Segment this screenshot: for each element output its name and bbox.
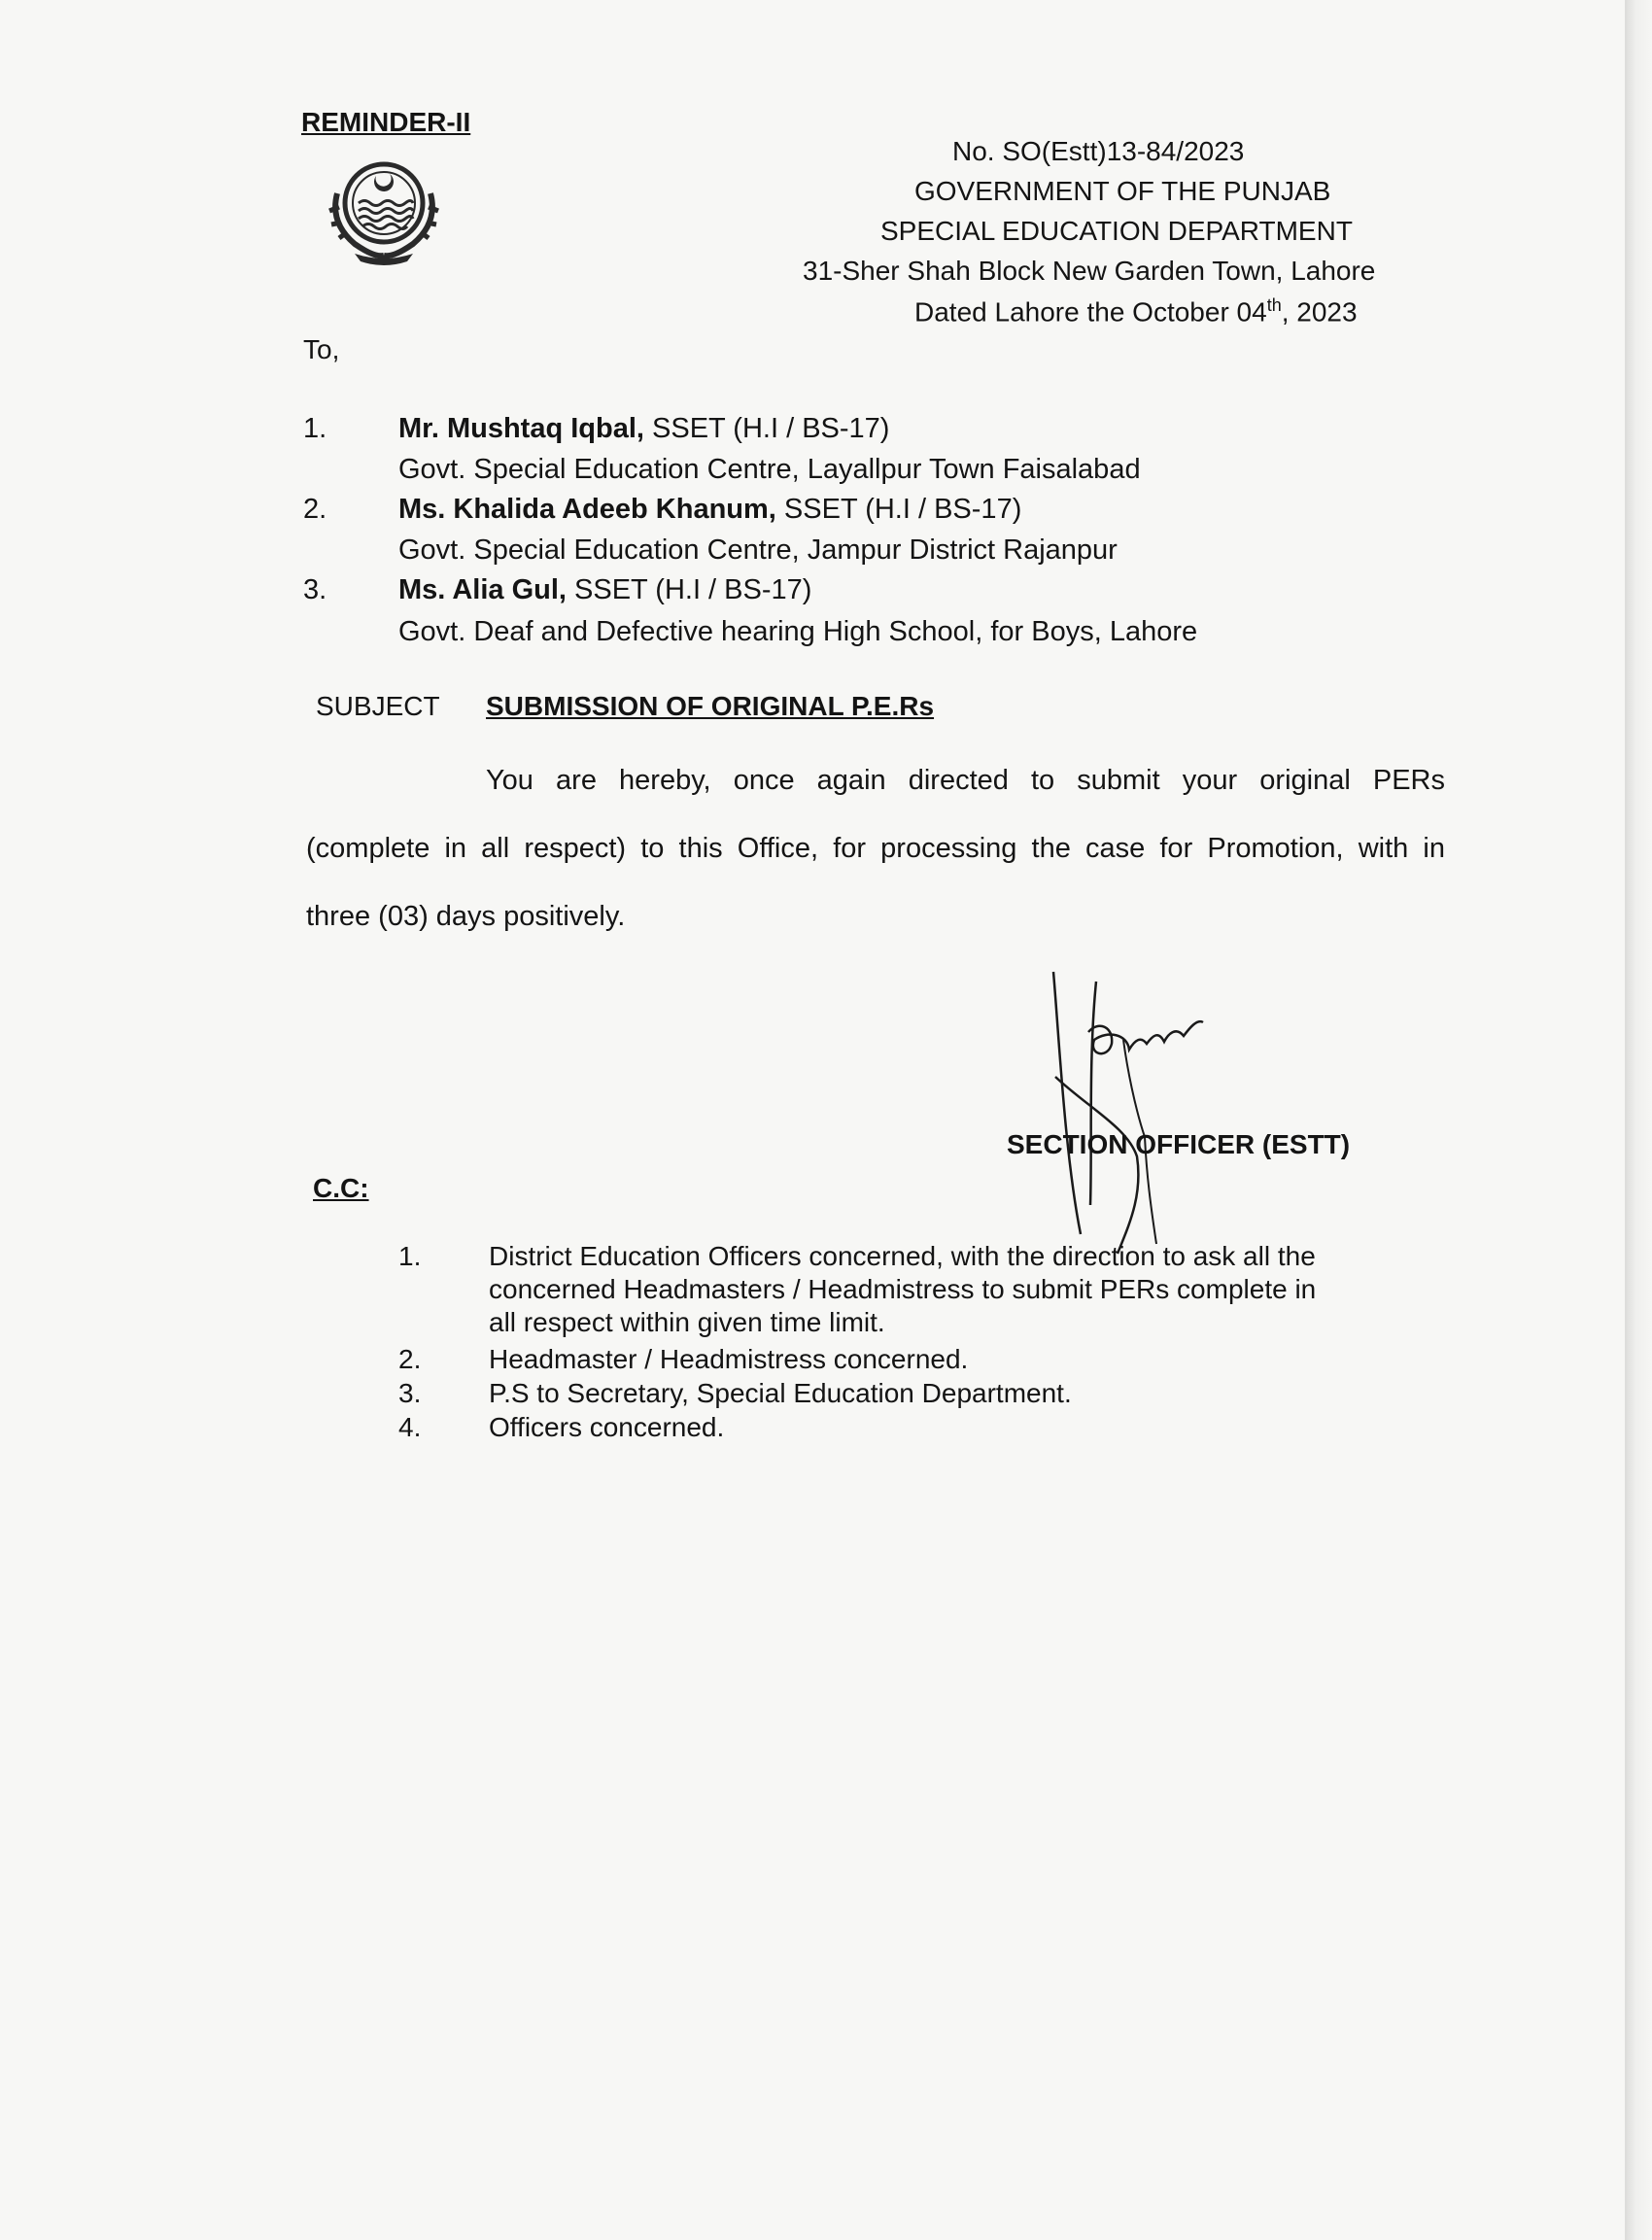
to-label: To, <box>303 334 340 364</box>
body-line-2: (complete in all respect) to this Office, for processing the case for Promotion, with in <box>306 833 1445 864</box>
department-address: 31-Sher Shah Block New Garden Town, Lahore <box>803 256 1376 286</box>
signature-icon <box>1020 962 1312 1263</box>
recipient-3: 3. Ms. Alia Gul, SSET (H.I / BS-17) <box>303 574 812 605</box>
reference-number: No. SO(Estt)13-84/2023 <box>952 136 1245 166</box>
government-name: GOVERNMENT OF THE PUNJAB <box>914 176 1331 206</box>
page-edge <box>1625 0 1652 2240</box>
body-line-3: three (03) days positively. <box>306 901 626 932</box>
punjab-emblem-icon <box>316 153 452 269</box>
signatory-title: SECTION OFFICER (ESTT) <box>1007 1129 1351 1159</box>
body-line-1: You are hereby, once again directed to submit your original PERs <box>486 765 1445 796</box>
letter-date: Dated Lahore the October 04th, 2023 <box>914 295 1358 327</box>
recipient-2: 2. Ms. Khalida Adeeb Khanum, SSET (H.I / BS-17) <box>303 494 1022 525</box>
subject-label: SUBJECT <box>316 691 440 721</box>
recipient-1-office: Govt. Special Education Centre, Layallpur Town Faisalabad <box>398 454 1141 485</box>
recipient-3-office: Govt. Deaf and Defective hearing High School, for Boys, Lahore <box>398 616 1198 647</box>
letter-page: REMINDER-II No. SO(Estt)13-84/2023 GOVERNMENT OF THE PUNJAB SPECIAL EDUCATION DEPARTMENT 31-Sher Shah Block New Garden Town, Lahore Dated Lahore the October 04th, 2023 To, 1. Mr. Mushtaq Iqbal, SSET (H.I / BS-17) Govt. Special Education Centre, Layallpur Town Faisalabad 2. Ms. Khalida Adeeb Khanum, SSET (H.I / BS-17) Govt. Special Education Centre, Jampur District Rajanpur 3. Ms. Alia Gul, SSET (H.I / BS-17) Govt. Deaf and Defective hearing High School, for Boys, Lahore SUBJECT SUBMISSION OF ORIGINAL P.E.Rs You are hereby, once again directed to submit your original PERs (complete in all respect) to this Office, for processing the case for Promotion, with in three (03) days positively. SECTION OFFICER (ESTT) C.C: 1. District Education Officers concerned, with the direction to ask all the concerned Headmasters / Headmistress to submit PERs complete in all respect within given time limit. 2. Headmaster / Headmistress concerned. 3. P.S to Secretary, Special Education Department. 4. Officers concerned. <box>0 0 1627 2240</box>
subject-text: SUBMISSION OF ORIGINAL P.E.Rs <box>486 691 935 721</box>
reminder-label: REMINDER-II <box>301 107 471 137</box>
recipient-2-office: Govt. Special Education Centre, Jampur District Rajanpur <box>398 534 1118 566</box>
body-paragraph <box>306 746 1445 950</box>
recipient-1: 1. Mr. Mushtaq Iqbal, SSET (H.I / BS-17) <box>303 413 890 444</box>
cc-label: C.C: <box>313 1173 369 1203</box>
department-name: SPECIAL EDUCATION DEPARTMENT <box>880 216 1353 246</box>
